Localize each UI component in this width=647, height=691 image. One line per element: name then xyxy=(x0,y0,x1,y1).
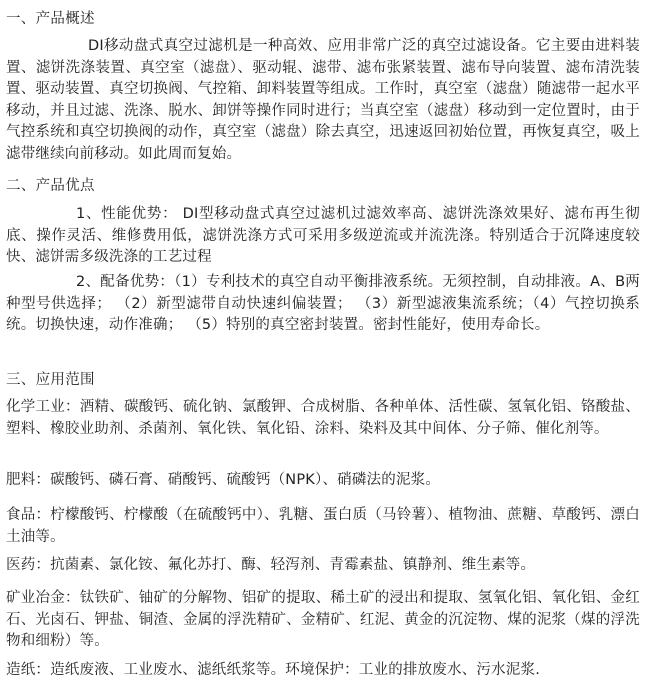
advantage-performance-paragraph: 1、性能优势： DI型移动盘式真空过滤机过滤效率高、滤饼洗涤效果好、滤布再生彻底、操作灵活、维修费用低，滤饼洗涤方式可采用多级逆流或并流洗涤。特别适合于沉降速度较快、滤饼需多级洗涤的工艺过程 xyxy=(6,206,640,265)
application-medicine: 医药：抗菌素、氯化铵、氟化苏打、酶、轻泻剂、青霉素盐、镇静剂、维生素等。 xyxy=(6,557,536,573)
section-heading-overview: 一、产品概述 xyxy=(6,11,95,27)
application-fertilizer: 肥料：碳酸钙、磷石膏、硝酸钙、硫酸钙（NPK）、硝磷法的泥浆。 xyxy=(6,472,441,488)
advantage-equipment-paragraph: 2、配备优势：（1）专利技术的真空自动平衡排液系统。无须控制，自动排液。A、B两种型号供选择； （2）新型滤带自动快速纠偏装置； （3）新型滤液集流系统；（4）气控切换系统。切换快速，动作准确； （5）特别的真空密封装置。密封性能好，使用寿命长。 xyxy=(6,274,640,333)
section-heading-advantages: 二、产品优点 xyxy=(6,178,95,194)
application-papermaking-environment: 造纸：造纸废液、工业废水、滤纸纸浆等。环境保护：工业的排放废水、污水泥浆. xyxy=(6,662,541,678)
application-food: 食品：柠檬酸钙、柠檬酸（在硫酸钙中）、乳糖、蛋白质（马铃薯）、植物油、蔗糖、草酸钙、漂白土油等。 xyxy=(6,507,640,545)
overview-paragraph: DI移动盘式真空过滤机是一种高效、应用非常广泛的真空过滤设备。它主要由进料装置、滤饼洗涤装置、真空室（滤盘）、驱动辊、滤带、滤布张紧装置、滤布导向装置、滤布清洗装置、驱动装置、真空切换阀、气控箱、卸料装置等组成。工作时，真空室（滤盘）随滤带一起水平移动，并且过滤、洗涤、脱水、卸饼等操作同时进行；当真空室（滤盘）移动到一定位置时，由于气控系统和真空切换阀的动作，真空室（滤盘）除去真空，迅速返回初始位置，再恢复真空，吸上滤带继续向前移动。如此周而复始。 xyxy=(6,38,640,162)
section-heading-applications: 三、应用范围 xyxy=(6,372,95,388)
application-chemical-industry: 化学工业：酒精、碳酸钙、硫化钠、氯酸钾、合成树脂、各种单体、活性碳、氢氧化铝、铬酸盐、塑料、橡胶业助剂、杀菌剂、氧化铁、氧化铅、涂料、染料及其中间体、分子筛、催化剂等。 xyxy=(6,399,640,437)
application-mining-metallurgy: 矿业冶金：钛铁矿、铀矿的分解物、铝矿的提取、稀土矿的浸出和提取、氢氧化铝、氧化铝、金红石、光卤石、钾盐、铜渣、金属的浮洗精矿、金精矿、红泥、黄金的沉淀物、煤的泥浆（煤的浮洗物和细粉）等。 xyxy=(6,590,640,649)
